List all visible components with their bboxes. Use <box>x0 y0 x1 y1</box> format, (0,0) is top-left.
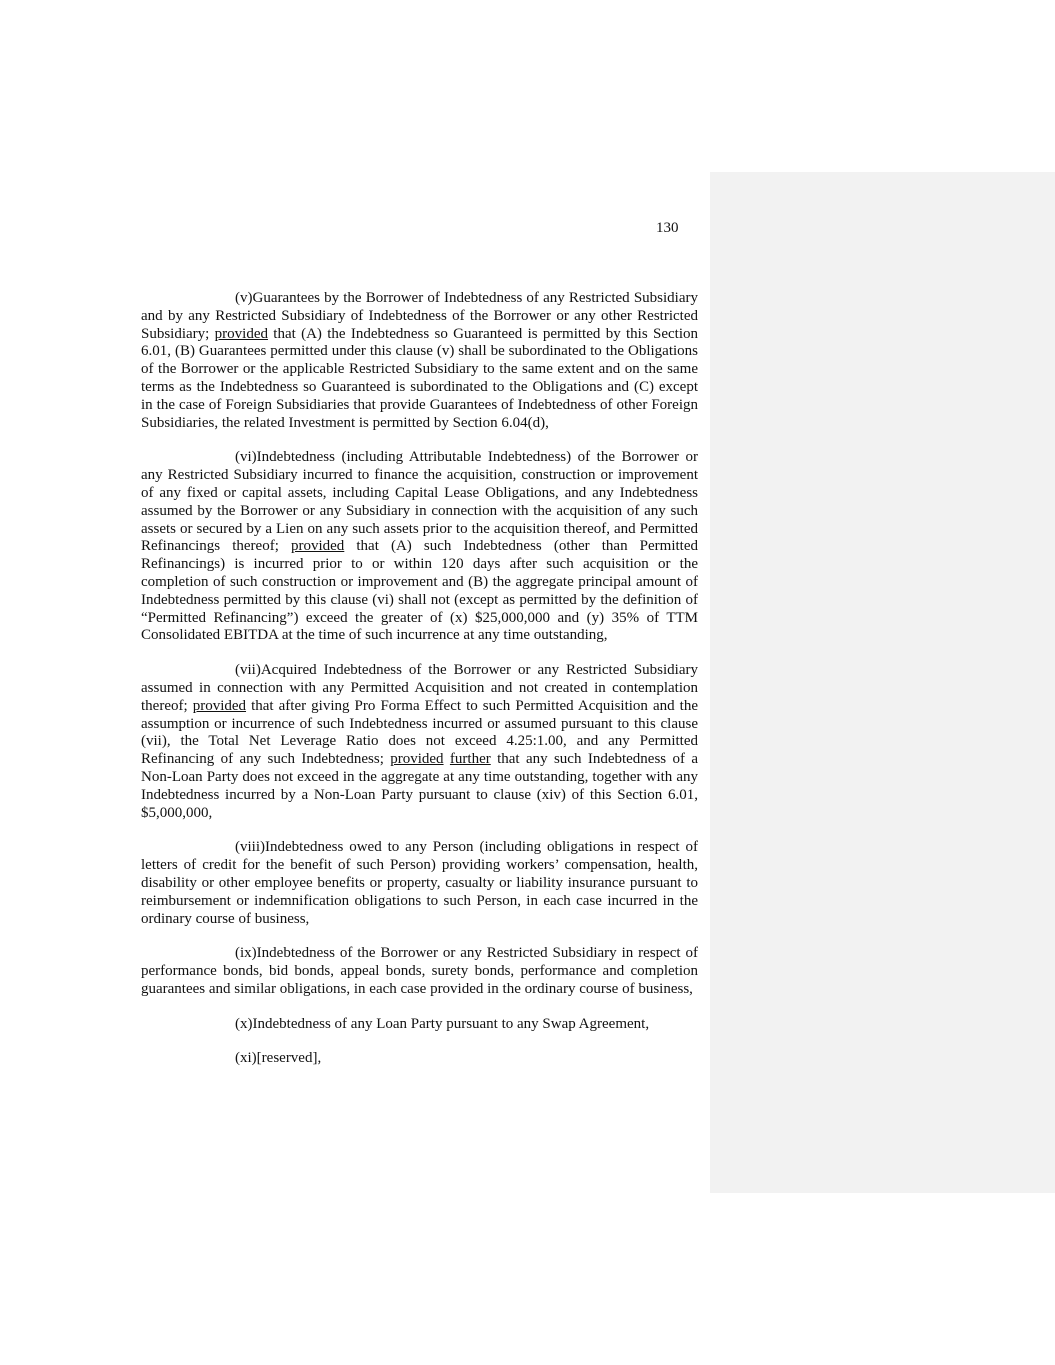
clause-number: (v) <box>235 290 253 306</box>
underlined-term: provided <box>290 538 345 555</box>
paragraph-text: Guarantees by the Borrower of Indebtedness of any Restricted Subsidiary and by any Restricted Subsidiary of Indebtedness of the Borrower or any other Restricted Subsidiary; <box>141 290 698 342</box>
paragraph-x <box>141 1016 698 1034</box>
comment-pane <box>710 172 1055 1193</box>
paragraph-text: Indebtedness of any Loan Party pursuant to any Swap Agreement, <box>252 1015 650 1032</box>
underlined-term: provided <box>214 325 268 342</box>
paragraph-vii <box>141 662 698 822</box>
clause-number: (xi) <box>235 1050 257 1067</box>
clause-number: (x) <box>235 1015 253 1032</box>
paragraph-text: Indebtedness owed to any Person (including obligations in respect of letters of credit for the benefit of such Person) providing workers’ compensation, health, disability or other employee benefits or property, casualty or liability insurance pursuant to reimbursement or indemnification obligations to such Person, in each case incurred in the ordinary course of business, <box>141 839 698 927</box>
paragraph-v <box>141 290 698 432</box>
paragraph-viii <box>141 839 698 928</box>
document-body <box>141 290 698 1085</box>
paragraph-text: that (A) the Indebtedness so Guaranteed is permitted by this Section 6.01, (B) Guarantees permitted under this clause (v) shall be subordinated to the Obligations of the Borrower or the applicable Restricted Subsidiary to the same extent and on the same terms as the Indebtedness so Guaranteed is subordinated to the Obligations and (C) except in the case of Foreign Subsidiaries that provide Guarantees of Indebtedness of other Foreign Subsidiaries, the related Investment is permitted by Section 6.04(d), <box>141 325 698 431</box>
paragraph-text: that any such Indebtedness of a Non-Loan Party does not exceed in the aggregate at any time outstanding, together with any Indebtedness incurred by a Non-Loan Party pursuant to clause (xiv) of this Section 6.01, $5,000,000, <box>141 751 698 821</box>
paragraph-text: that after giving Pro Forma Effect to such Permitted Acquisition and the assumption or incurrence of such Indebtedness incurred or assumed pursuant to this clause (vii), the Total Net Leverage Ratio does not exceed 4.25:1.00, and any Permitted Refinancing of any such Indebtedness; <box>141 697 698 768</box>
paragraph-text: Indebtedness (including Attributable Indebtedness) of the Borrower or any Restricted Subsidiary incurred to finance the acquisition, construction or improvement of any fixed or capital assets, including Capital Lease Obligations, and any Indebtedness assumed by the Borrower or any Subsidiary in connection with the acquisition of any such assets or secured by a Lien on any such assets prior to the acquisition thereof, and Permitted Refinancings thereof; <box>141 449 698 555</box>
paragraph-text: that (A) such Indebtedness (other than Permitted Refinancings) is incurred prior to or within 120 days after such acquisition or the completion of such construction or improvement and (B) the aggregate principal amount of Indebtedness permitted by this clause (vi) shall not (except as permitted by the definition of “Permitted Refinancing”) exceed the greater of (x) $25,000,000 and (y) 35% of TTM Consolidated EBITDA at the time of such incurrence at any time outstanding, <box>141 538 698 644</box>
paragraph-ix <box>141 945 698 998</box>
clause-number: (vi) <box>235 449 257 466</box>
paragraph-xi <box>141 1050 698 1068</box>
paragraph-vi <box>141 449 698 645</box>
clause-number: (ix) <box>235 945 257 962</box>
clause-number: (viii) <box>235 839 265 856</box>
paragraph-text: [reserved], <box>256 1050 322 1067</box>
paragraph-text: Acquired Indebtedness of the Borrower or any Restricted Subsidiary assumed in connection with any Permitted Acquisition and not created in contemplation thereof; <box>141 662 698 714</box>
underlined-term: provided <box>192 697 247 714</box>
underlined-term: provided <box>390 751 444 768</box>
page-number: 130 <box>656 220 679 236</box>
clause-number: (vii) <box>235 662 261 679</box>
underlined-term: further <box>449 751 491 768</box>
paragraph-text: Indebtedness of the Borrower or any Restricted Subsidiary in respect of performance bonds, bid bonds, appeal bonds, surety bonds, performance and completion guarantees and similar obligations, in each case provided in the ordinary course of business, <box>141 945 698 997</box>
